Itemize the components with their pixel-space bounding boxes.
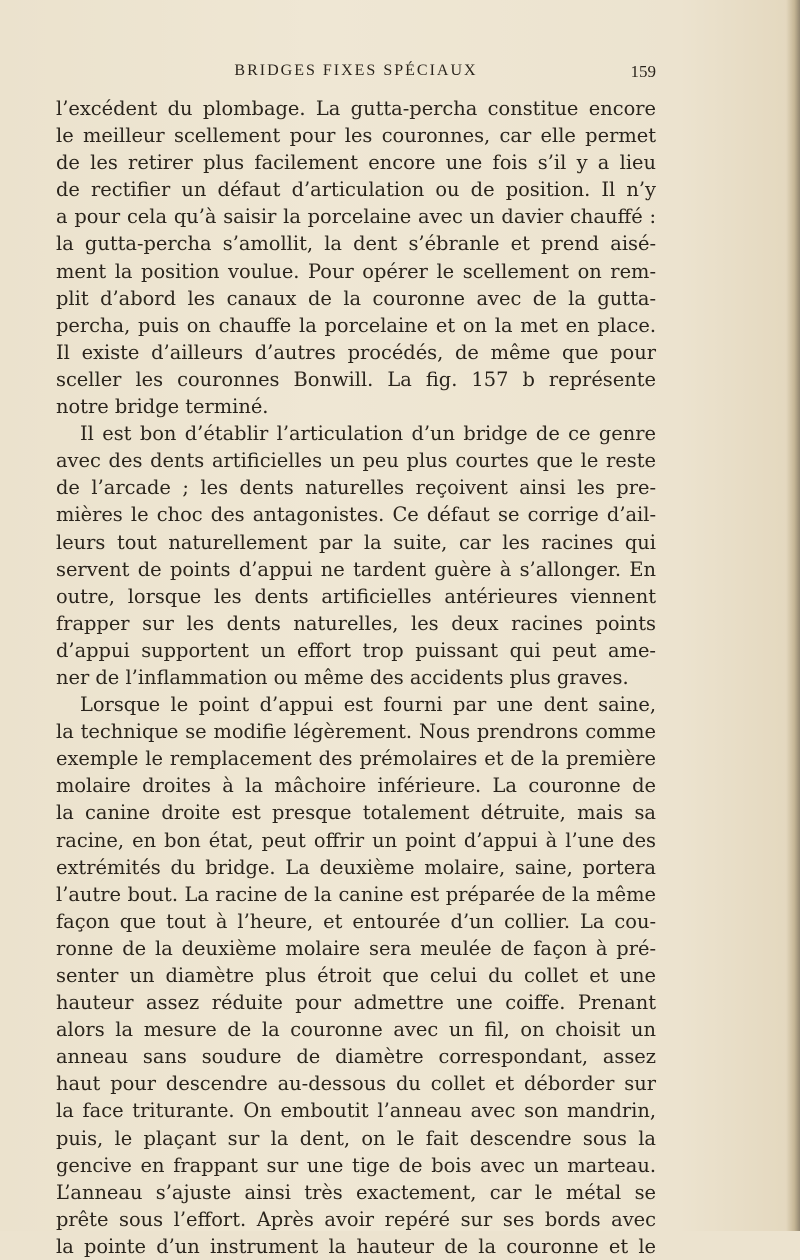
text-line: ronne de la deuxième molaire sera meulée de façon à pré- — [56, 936, 656, 960]
text-line: plit d’abord les canaux de la couronne avec de la gutta- — [56, 286, 656, 310]
text-line: L’anneau s’ajuste ainsi très exactement, car le métal se — [56, 1180, 656, 1204]
text-line: Il est bon d’établir l’articulation d’un bridge de ce genre — [80, 422, 656, 446]
text-line: de les retirer plus facilement encore une fois s’il y a lieu — [56, 151, 656, 175]
page-edge-shadow — [786, 0, 800, 1231]
text-line: notre bridge terminé. — [56, 395, 269, 419]
text-line: la technique se modifie légèrement. Nous prendrons comme — [56, 720, 656, 744]
text-line: a pour cela qu’à saisir la porcelaine avec un davier chauffé : — [56, 205, 656, 229]
text-line: alors la mesure de la couronne avec un fil, on choisit un — [56, 1018, 656, 1042]
text-line: frapper sur les dents naturelles, les deux racines points — [56, 611, 656, 635]
text-line: leurs tout naturellement par la suite, car les racines qui — [56, 530, 656, 554]
text-line: prête sous l’effort. Après avoir repéré sur ses bords avec — [56, 1207, 656, 1231]
text-line: la canine droite est presque totalement détruite, mais sa — [56, 801, 656, 825]
text-line: la pointe d’un instrument la hauteur de la couronne et le — [56, 1234, 656, 1258]
text-line: extrémités du bridge. La deuxième molaire, saine, portera — [56, 855, 656, 879]
text-line: l’excédent du plombage. La gutta-percha constitue encore — [56, 97, 656, 120]
text-line: la face triturante. On emboutit l’anneau avec son mandrin, — [56, 1099, 656, 1123]
text-line: mières le choc des antagonistes. Ce défaut se corrige d’ail- — [56, 503, 656, 527]
text-line: gencive en frappant sur une tige de bois avec un marteau. — [56, 1153, 656, 1177]
text-line: haut pour descendre au-dessous du collet et déborder sur — [56, 1072, 656, 1096]
text-line: molaire droites à la mâchoire inférieure. La couronne de — [56, 774, 656, 798]
text-line: servent de points d’appui ne tardent guère à s’allonger. En — [56, 557, 656, 581]
text-line: de rectifier un défaut d’articulation ou de position. Il n’y — [56, 178, 656, 202]
text-line: avec des dents artificielles un peu plus courtes que le reste — [56, 449, 656, 473]
text-line: la gutta-percha s’amollit, la dent s’ébranle et prend aisé- — [56, 232, 656, 256]
text-line: senter un diamètre plus étroit que celui du collet et une — [56, 964, 656, 987]
text-line: exemple le remplacement des prémolaires et de la première — [56, 747, 656, 771]
running-title: BRIDGES FIXES SPÉCIAUX — [234, 62, 478, 79]
text-line: Lorsque le point d’appui est fourni par une dent saine, — [80, 693, 656, 717]
text-line: d’appui supportent un effort trop puissant qui peut ame- — [56, 638, 656, 662]
text-line: percha, puis on chauffe la porcelaine et on la met en place. — [56, 313, 656, 337]
text-line: anneau sans soudure de diamètre correspondant, assez — [56, 1045, 656, 1069]
text-line: hauteur assez réduite pour admettre une coiffe. Prenant — [56, 991, 656, 1015]
text-line: racine, en bon état, peut offrir un point d’appui à l’une des — [56, 828, 656, 852]
text-line: puis, le plaçant sur la dent, on le fait descendre sous la — [56, 1126, 656, 1150]
text-line: façon que tout à l’heure, et entourée d’un collier. La cou- — [56, 909, 656, 933]
text-line: ment la position voulue. Pour opérer le scellement on rem- — [56, 259, 656, 283]
body-text — [56, 95, 656, 1260]
text-line: ner de l’inflammation ou même des accidents plus graves. — [56, 665, 629, 689]
page-number: 159 — [630, 62, 656, 81]
text-line: l’autre bout. La racine de la canine est préparée de la même — [56, 882, 656, 906]
text-line: le meilleur scellement pour les couronnes, car elle permet — [56, 124, 656, 148]
text-line: outre, lorsque les dents artificielles antérieures viennent — [56, 584, 656, 608]
text-line: sceller les couronnes Bonwill. La fig. 157 b représente — [56, 367, 656, 391]
text-line: de l’arcade ; les dents naturelles reçoivent ainsi les pre- — [56, 476, 656, 500]
running-head — [56, 62, 656, 86]
text-line: Il existe d’ailleurs d’autres procédés, de même que pour — [56, 340, 656, 364]
